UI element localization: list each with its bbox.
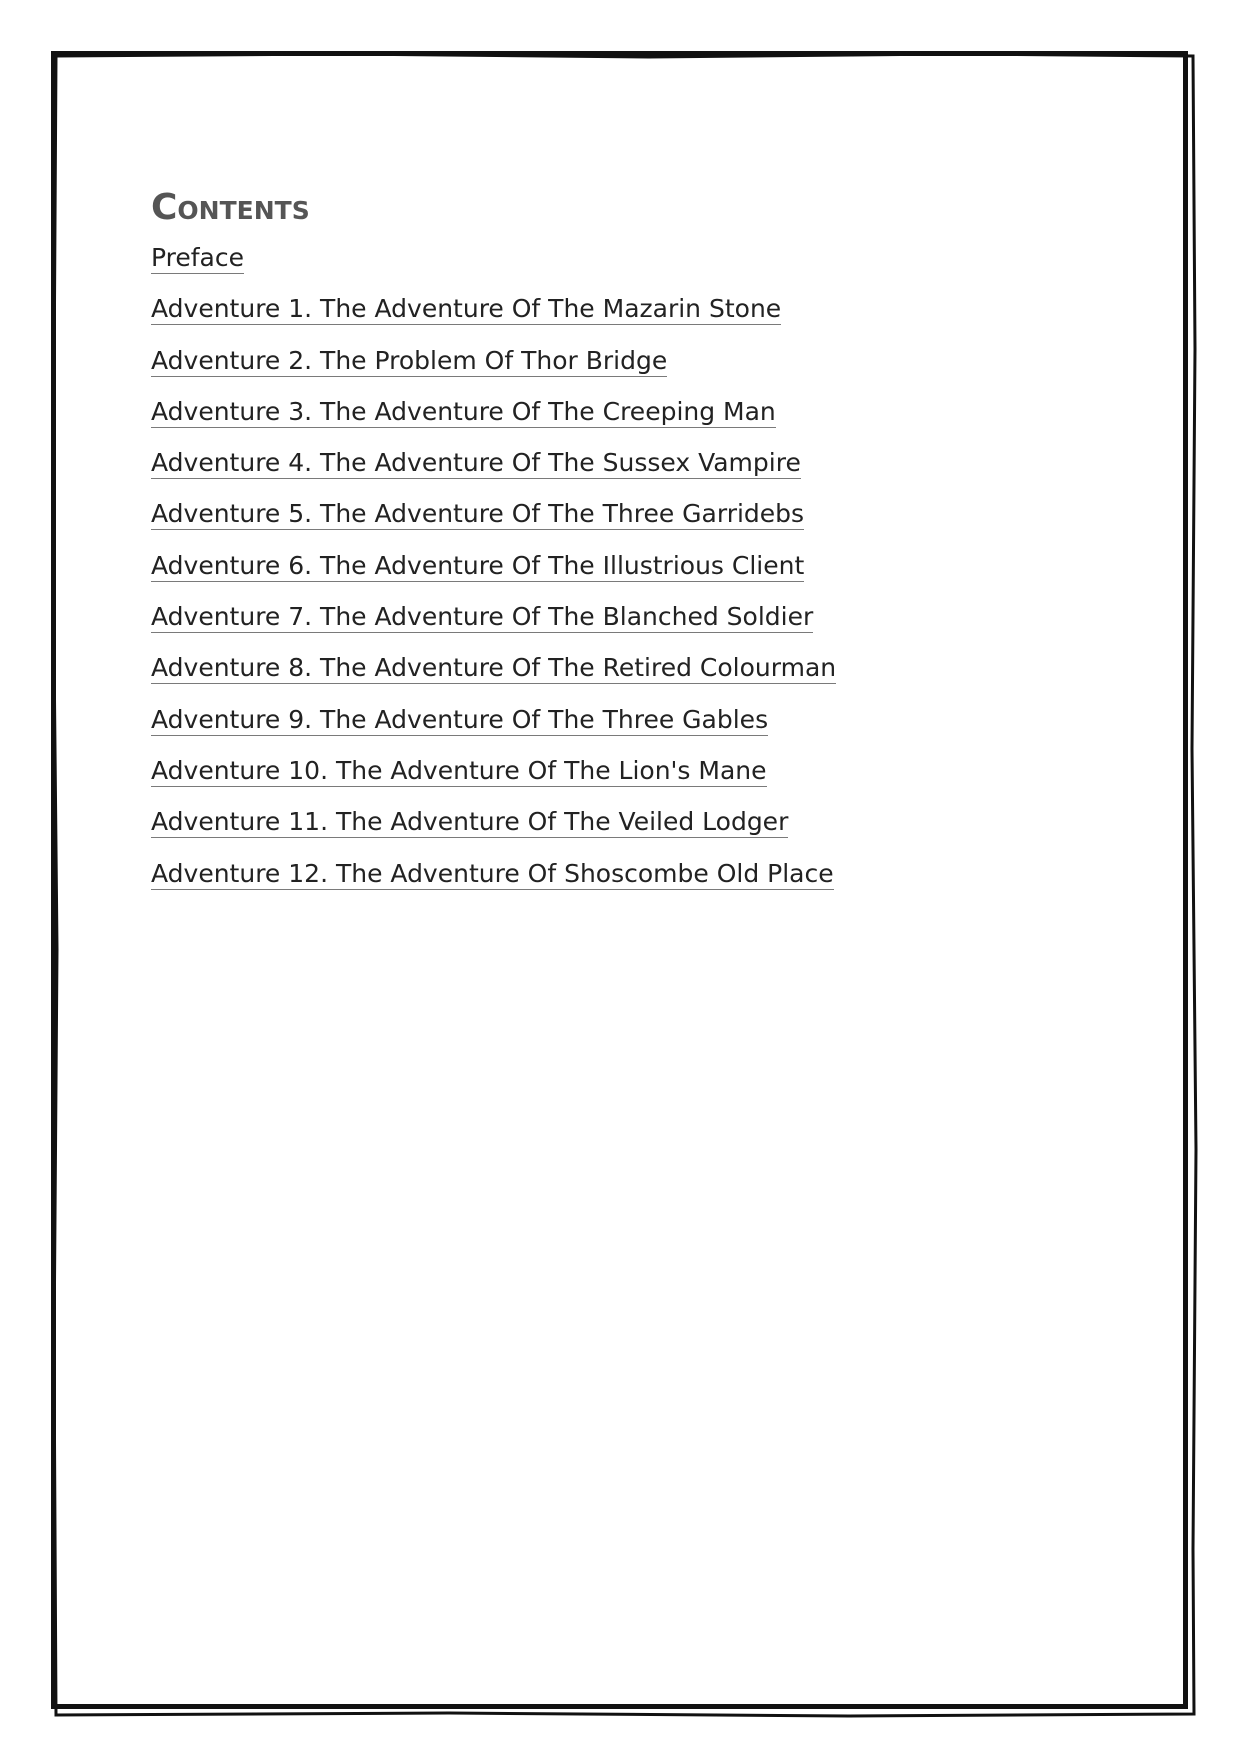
toc-link-adventure-1[interactable]: Adventure 1. The Adventure Of The Mazarin Stone	[151, 294, 782, 324]
toc-link-adventure-11[interactable]: Adventure 11. The Adventure Of The Veiled Lodger	[151, 807, 789, 837]
toc-link-adventure-5[interactable]: Adventure 5. The Adventure Of The Three Garridebs	[151, 499, 805, 529]
toc-link-adventure-6[interactable]: Adventure 6. The Adventure Of The Illustrious Client	[151, 550, 805, 580]
table-of-contents	[151, 186, 836, 905]
toc-item	[151, 546, 836, 597]
toc-link-adventure-2[interactable]: Adventure 2. The Problem Of Thor Bridge	[151, 345, 668, 375]
toc-item	[151, 238, 836, 289]
toc-link-adventure-8[interactable]: Adventure 8. The Adventure Of The Retired Colourman	[151, 653, 837, 683]
toc-item	[151, 700, 836, 751]
toc-link-adventure-9[interactable]: Adventure 9. The Adventure Of The Three Gables	[151, 704, 769, 734]
toc-link-adventure-7[interactable]: Adventure 7. The Adventure Of The Blanched Soldier	[151, 602, 814, 632]
toc-item	[151, 802, 836, 853]
toc-item	[151, 751, 836, 802]
toc-item	[151, 648, 836, 699]
toc-link-adventure-3[interactable]: Adventure 3. The Adventure Of The Creeping Man	[151, 396, 776, 426]
toc-item	[151, 392, 836, 443]
toc-item	[151, 854, 836, 905]
toc-item	[151, 289, 836, 340]
contents-heading: Contents	[151, 187, 310, 228]
toc-link-preface[interactable]: Preface	[151, 243, 244, 272]
toc-item	[151, 341, 836, 392]
toc-list	[151, 238, 836, 905]
toc-item	[151, 443, 836, 494]
toc-link-adventure-10[interactable]: Adventure 10. The Adventure Of The Lion's Mane	[151, 755, 767, 785]
toc-item	[151, 597, 836, 648]
toc-link-adventure-4[interactable]: Adventure 4. The Adventure Of The Sussex Vampire	[151, 448, 801, 478]
toc-item	[151, 494, 836, 545]
toc-link-adventure-12[interactable]: Adventure 12. The Adventure Of Shoscombe Old Place	[151, 858, 834, 888]
